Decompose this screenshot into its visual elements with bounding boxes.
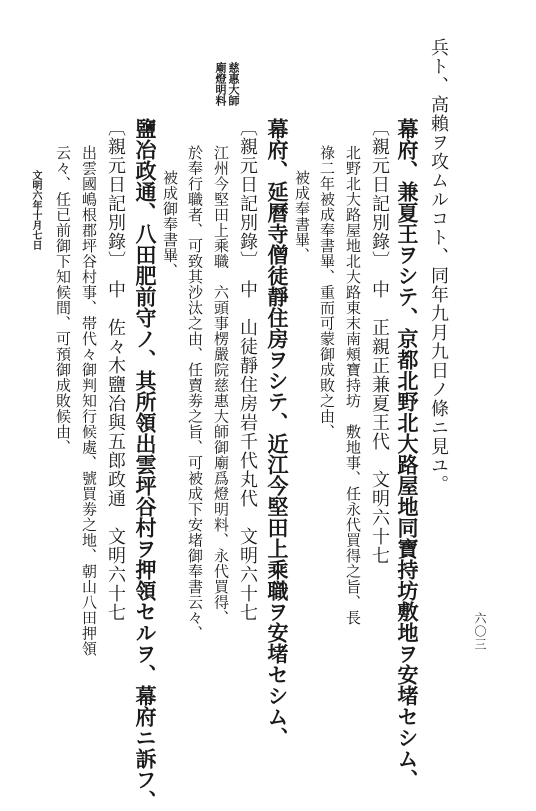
- text-column-10: 於奉行職者、可致其沙汰之由、任賣劵之旨、可被成下安堵御奉書云々、: [186, 145, 204, 641]
- citation-column-3: 〔親元日記別錄〕 中 正親正兼夏王代 文明六十七: [369, 118, 390, 565]
- sidenote-line2: 廟燈明料: [214, 62, 227, 106]
- text-column-11: 被成御奉書畢、: [161, 170, 179, 279]
- citation-column-13: 〔親元日記別錄〕 中 佐々木鹽冶與五郎政通 文明六十七: [105, 118, 126, 622]
- text-column-15: 云々、任已前御下知候間、可預御成敗候由、: [54, 145, 72, 455]
- text-column-6: 被成奉書畢、: [293, 170, 311, 263]
- sidenote-line1: 慈惠大師: [227, 62, 240, 106]
- text-column-14: 出雲國嶋根郡坪谷村事、帯代々御判知行候處、號買劵之地、朝山八田押領: [80, 145, 98, 657]
- text-column-4: 北野北大路屋地北大路東末南頰寶持坊 敷地事、任永代買得之旨、長: [344, 145, 362, 626]
- text-column-1: 兵ト、高賴ヲ攻ムルコト、同年九月九日ノ條ニ見ユ。: [428, 38, 449, 494]
- date-label: 文明六年十月七日: [30, 170, 41, 250]
- page-number: 六〇三: [473, 612, 487, 651]
- heading-column-2: 幕府、兼夏王ヲシテ、京都北野北大路屋地同寶持坊敷地ヲ安堵セシム、: [395, 118, 420, 790]
- text-column-5: 祿二年被成奉書畢、重而可蒙御成敗之由、: [318, 145, 336, 440]
- text-column-9: 江州今堅田上乘職 六頭事楞嚴院慈惠大師御廟爲燈明料、永代買得、: [212, 145, 230, 626]
- citation-column-8: 〔親元日記別錄〕 中 山徒靜住房岩千代丸代 文明六十七: [237, 118, 258, 622]
- heading-column-12: 鹽冶政通、八田肥前守ノ、其所領出雲坪谷村ヲ押領セルヲ、幕府ニ訴フ、: [133, 118, 158, 811]
- heading-column-7: 幕府、延曆寺僧徒靜住房ヲシテ、近江今堅田上乘職ヲ安堵セシム、: [265, 118, 290, 748]
